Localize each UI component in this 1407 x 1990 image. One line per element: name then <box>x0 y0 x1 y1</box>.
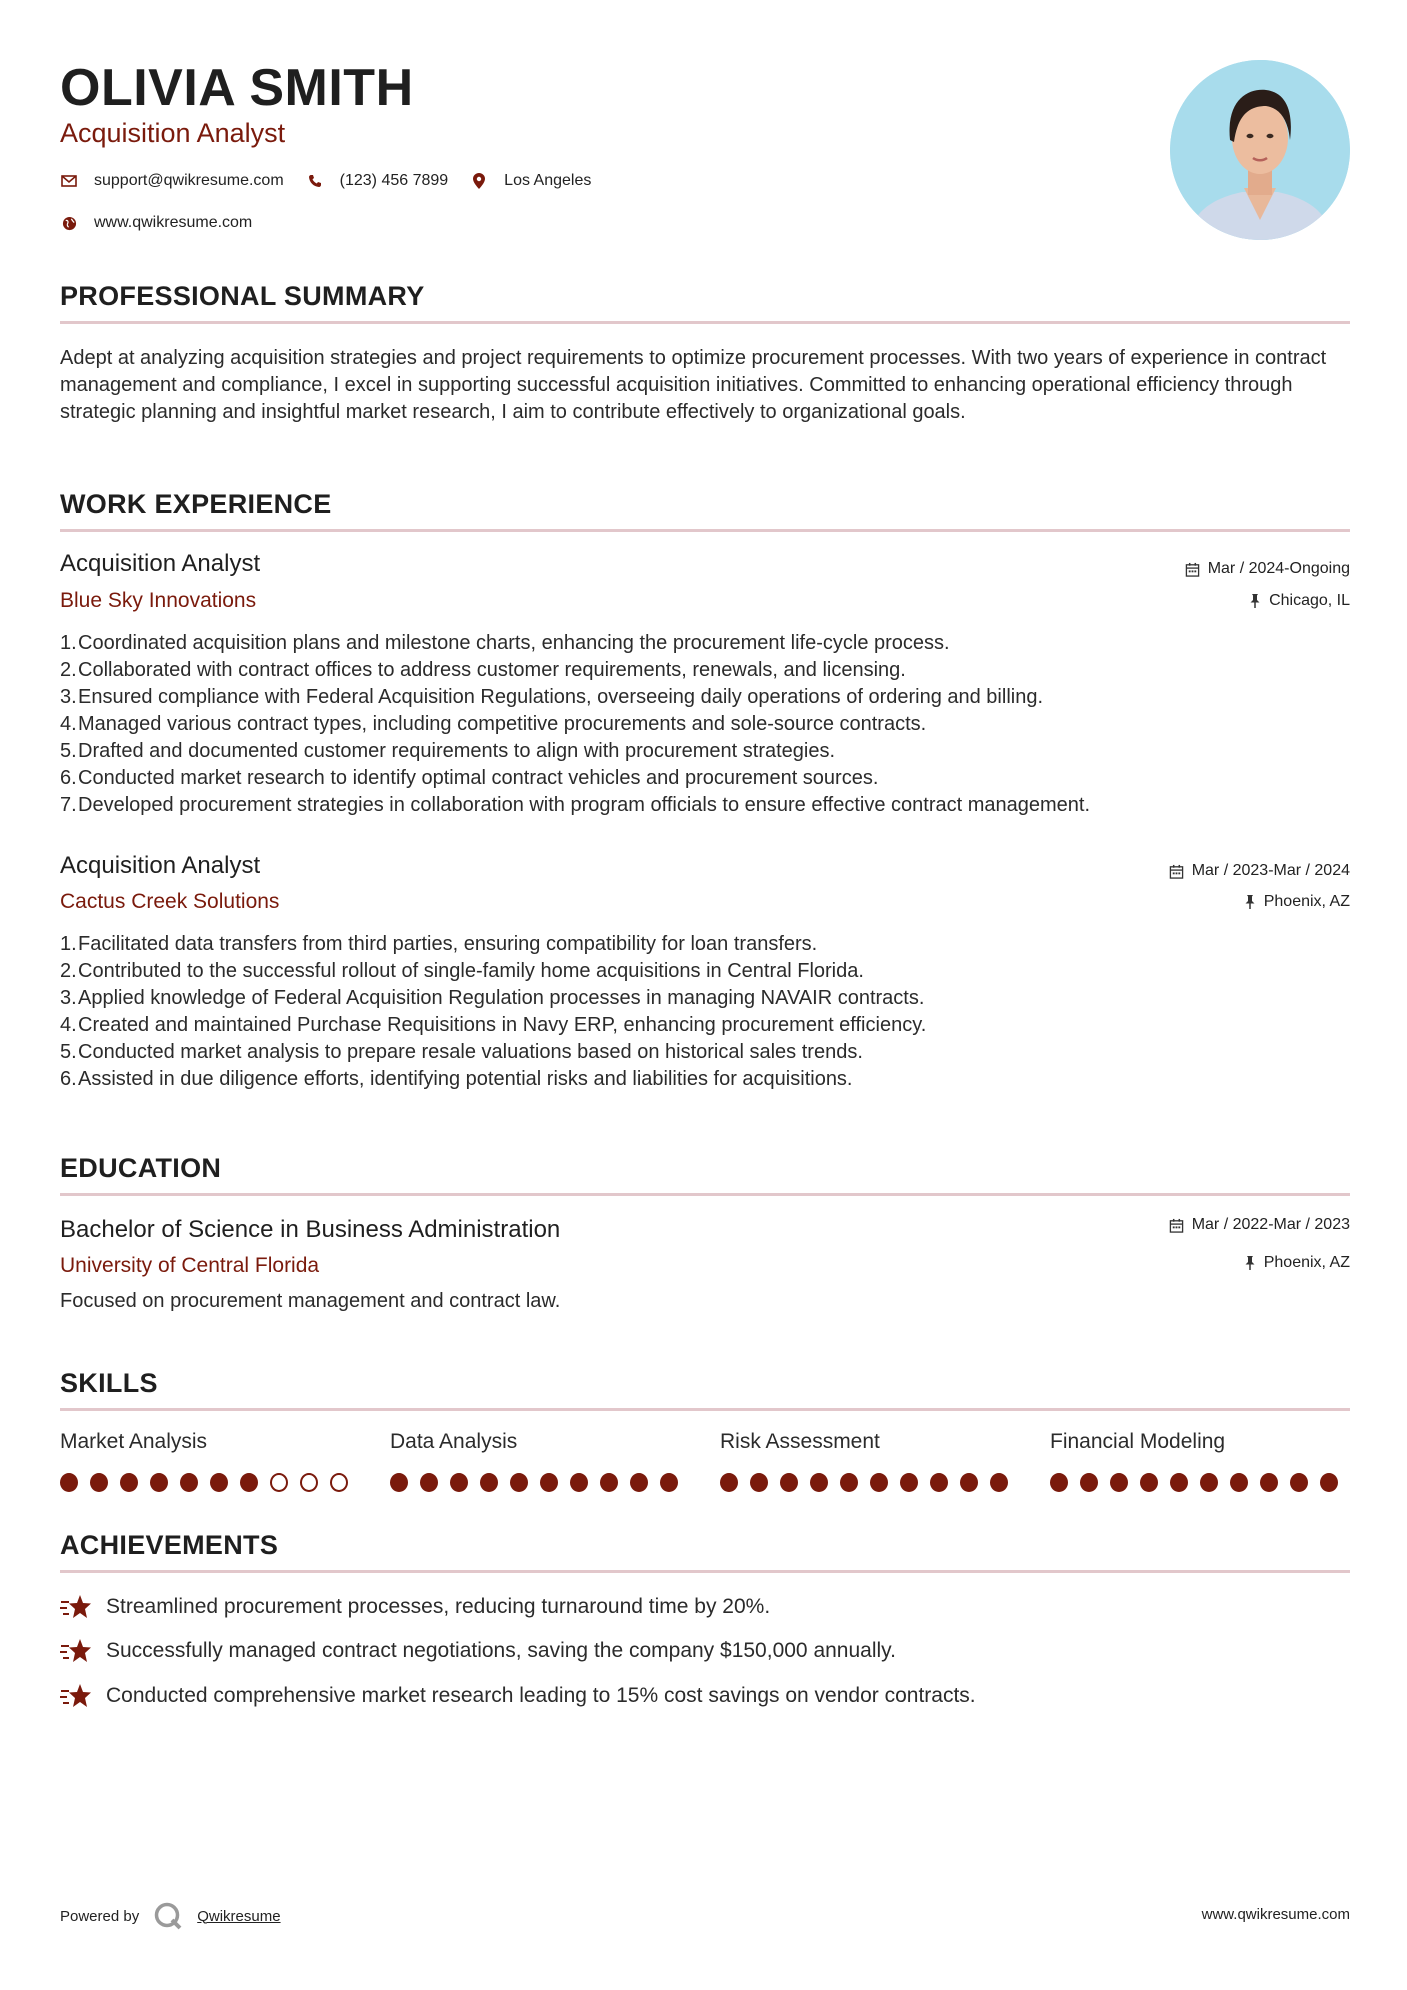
footer-brand-link[interactable]: Qwikresume <box>197 1907 281 1925</box>
rating-dot-filled <box>600 1473 618 1492</box>
rating-dot-filled <box>1050 1473 1068 1492</box>
job-dates-text: Mar / 2024-Ongoing <box>1207 560 1350 577</box>
rating-dot-filled <box>180 1473 198 1492</box>
job-dates <box>1185 560 1350 578</box>
footer-website-link[interactable]: www.qwikresume.com <box>1201 1906 1350 1923</box>
summary-text: Adept at analyzing acquisition strategies and project requirements to optimize procurement processes. With two years of experience in contract management and compliance, I excel in supporting successful acquisition initiatives. Committed to enhancing operational efficiency through strategic planning and insightful market research, I aim to contribute effectively to organizational goals. <box>60 347 1327 423</box>
rating-dot-filled <box>1230 1473 1248 1492</box>
phone-icon <box>306 172 324 190</box>
rating-dot-filled <box>720 1473 738 1492</box>
job-location-text: Chicago, IL <box>1269 592 1350 609</box>
rating-dot-filled <box>240 1473 258 1492</box>
rating-dot-filled <box>390 1473 408 1492</box>
skill-name: Data Analysis <box>390 1430 518 1453</box>
calendar-icon <box>1169 864 1184 879</box>
rating-dot-filled <box>150 1473 168 1492</box>
job-title: Acquisition Analyst <box>60 852 261 879</box>
location-text: Los Angeles <box>504 172 592 189</box>
rating-dot-filled <box>990 1473 1008 1492</box>
rating-dot-filled <box>630 1473 648 1492</box>
candidate-role: Acquisition Analyst <box>60 118 286 148</box>
rating-dot-filled <box>420 1473 438 1492</box>
rating-dot-filled <box>570 1473 588 1492</box>
list-item: 1. Facilitated data transfers from third parties, ensuring compatibility for loan transfers. <box>60 933 818 955</box>
list-item: 5. Drafted and documented customer requirements to align with procurement strategies. <box>60 740 836 762</box>
rating-dot-filled <box>510 1473 528 1492</box>
footer-powered-by <box>60 1901 281 1931</box>
calendar-icon <box>1169 1218 1184 1233</box>
list-item: 4. Managed various contract types, including competitive procurements and sole-source contracts. <box>60 713 927 735</box>
list-item: 5. Conducted market analysis to prepare resale valuations based on historical sales trends. <box>60 1041 863 1063</box>
list-item: 6. Conducted market research to identify optimal contract vehicles and procurement sources. <box>60 767 879 789</box>
skill-rating <box>390 1473 690 1492</box>
skill-name: Market Analysis <box>60 1430 208 1453</box>
skill-rating <box>1050 1473 1350 1492</box>
education-description: Focused on procurement management and contract law. <box>60 1290 561 1312</box>
rating-dot-filled <box>750 1473 768 1492</box>
rating-dot-filled <box>1080 1473 1098 1492</box>
rating-dot-filled <box>1170 1473 1188 1492</box>
globe-icon <box>60 214 78 232</box>
section-divider <box>60 1570 1350 1573</box>
pushpin-icon <box>1244 1255 1256 1271</box>
map-pin-icon <box>470 172 488 190</box>
pushpin-icon <box>1249 593 1261 609</box>
rating-dot-filled <box>1290 1473 1308 1492</box>
achievement-item <box>60 1683 976 1709</box>
star-icon <box>60 1594 92 1620</box>
rating-dot-filled <box>210 1473 228 1492</box>
section-divider <box>60 1408 1350 1411</box>
contact-location <box>470 172 591 190</box>
contact-phone[interactable] <box>306 172 449 190</box>
list-item: 7. Developed procurement strategies in collaboration with program officials to ensure effective contract management. <box>60 794 1091 816</box>
rating-dot-filled <box>120 1473 138 1492</box>
achievements-heading: ACHIEVEMENTS <box>60 1530 279 1560</box>
rating-dot-filled <box>870 1473 888 1492</box>
list-item: 2. Collaborated with contract offices to address customer requirements, renewals, and licensing. <box>60 659 906 681</box>
experience-heading: WORK EXPERIENCE <box>60 489 332 519</box>
skill-name: Financial Modeling <box>1050 1430 1226 1453</box>
rating-dot-filled <box>840 1473 858 1492</box>
resume-page <box>60 0 1350 1990</box>
degree-title: Bachelor of Science in Business Administration <box>60 1216 561 1243</box>
section-divider <box>60 321 1350 324</box>
list-item: 2. Contributed to the successful rollout of single-family home acquisitions in Central Florida. <box>60 960 864 982</box>
section-divider <box>60 529 1350 532</box>
skill-market-analysis <box>60 1430 360 1492</box>
phone-text: (123) 456 7899 <box>339 172 449 189</box>
website-text: www.qwikresume.com <box>94 214 253 231</box>
rating-dot-filled <box>1110 1473 1128 1492</box>
skill-name: Risk Assessment <box>720 1430 880 1453</box>
rating-dot-filled <box>450 1473 468 1492</box>
contact-email[interactable] <box>60 172 284 190</box>
achievement-text: Streamlined procurement processes, reducing turnaround time by 20%. <box>106 1595 771 1618</box>
star-icon <box>60 1683 92 1709</box>
contact-website[interactable] <box>60 214 252 232</box>
pushpin-icon <box>1244 894 1256 910</box>
job-location <box>1249 592 1350 610</box>
rating-dot-filled <box>540 1473 558 1492</box>
rating-dot-filled <box>660 1473 678 1492</box>
rating-dot-filled <box>90 1473 108 1492</box>
rating-dot-filled <box>1140 1473 1158 1492</box>
achievement-item <box>60 1638 896 1664</box>
powered-by-label: Powered by <box>60 1907 140 1925</box>
skill-rating <box>60 1473 360 1492</box>
rating-dot-empty <box>300 1473 318 1492</box>
candidate-name: OLIVIA SMITH <box>60 59 414 117</box>
job-dates-text: Mar / 2023-Mar / 2024 <box>1191 862 1350 879</box>
star-icon <box>60 1638 92 1664</box>
summary-heading: PROFESSIONAL SUMMARY <box>60 281 425 311</box>
rating-dot-filled <box>1200 1473 1218 1492</box>
list-item: 3. Applied knowledge of Federal Acquisition Regulation processes in managing NAVAIR contracts. <box>60 987 925 1009</box>
skill-data-analysis <box>390 1430 690 1492</box>
job-location <box>1244 893 1350 911</box>
job-bullets <box>60 630 1350 819</box>
qwikresume-logo-icon <box>153 1901 183 1931</box>
education-heading: EDUCATION <box>60 1153 222 1183</box>
achievement-item <box>60 1594 770 1620</box>
school-name: University of Central Florida <box>60 1254 320 1277</box>
email-text: support@qwikresume.com <box>94 172 284 189</box>
job-company: Blue Sky Innovations <box>60 589 257 612</box>
rating-dot-filled <box>1320 1473 1338 1492</box>
contact-row-website <box>60 214 274 232</box>
list-item: 6. Assisted in due diligence efforts, identifying potential risks and liabilities for acquisitions. <box>60 1068 853 1090</box>
education-dates <box>1169 1216 1350 1234</box>
achievement-text: Successfully managed contract negotiations, saving the company $150,000 annually. <box>106 1639 896 1662</box>
list-item: 4. Created and maintained Purchase Requisitions in Navy ERP, enhancing procurement efficiency. <box>60 1014 927 1036</box>
list-item: 3. Ensured compliance with Federal Acquisition Regulations, overseeing daily operations of ordering and billing. <box>60 686 1044 708</box>
education-dates-text: Mar / 2022-Mar / 2023 <box>1191 1216 1350 1233</box>
rating-dot-filled <box>60 1473 78 1492</box>
rating-dot-empty <box>330 1473 348 1492</box>
job-title: Acquisition Analyst <box>60 550 261 577</box>
calendar-icon <box>1185 562 1200 577</box>
list-item: 1. Coordinated acquisition plans and milestone charts, enhancing the procurement life-cycle process. <box>60 632 950 654</box>
rating-dot-filled <box>960 1473 978 1492</box>
rating-dot-filled <box>810 1473 828 1492</box>
rating-dot-filled <box>930 1473 948 1492</box>
rating-dot-empty <box>270 1473 288 1492</box>
skills-heading: SKILLS <box>60 1368 158 1398</box>
rating-dot-filled <box>900 1473 918 1492</box>
achievement-text: Conducted comprehensive market research leading to 15% cost savings on vendor contracts. <box>106 1684 976 1707</box>
envelope-icon <box>60 172 78 190</box>
skill-risk-assessment <box>720 1430 1020 1492</box>
skill-rating <box>720 1473 1020 1492</box>
job-dates <box>1169 862 1350 880</box>
job-company: Cactus Creek Solutions <box>60 890 280 913</box>
rating-dot-filled <box>480 1473 498 1492</box>
rating-dot-filled <box>780 1473 798 1492</box>
job-bullets <box>60 931 1350 1093</box>
contact-row <box>60 172 613 190</box>
skill-financial-modeling <box>1050 1430 1350 1492</box>
education-location <box>1244 1254 1350 1272</box>
section-divider <box>60 1193 1350 1196</box>
education-location-text: Phoenix, AZ <box>1263 1254 1350 1271</box>
avatar <box>1170 60 1350 240</box>
job-location-text: Phoenix, AZ <box>1263 893 1350 910</box>
portrait-photo <box>1170 60 1350 240</box>
rating-dot-filled <box>1260 1473 1278 1492</box>
